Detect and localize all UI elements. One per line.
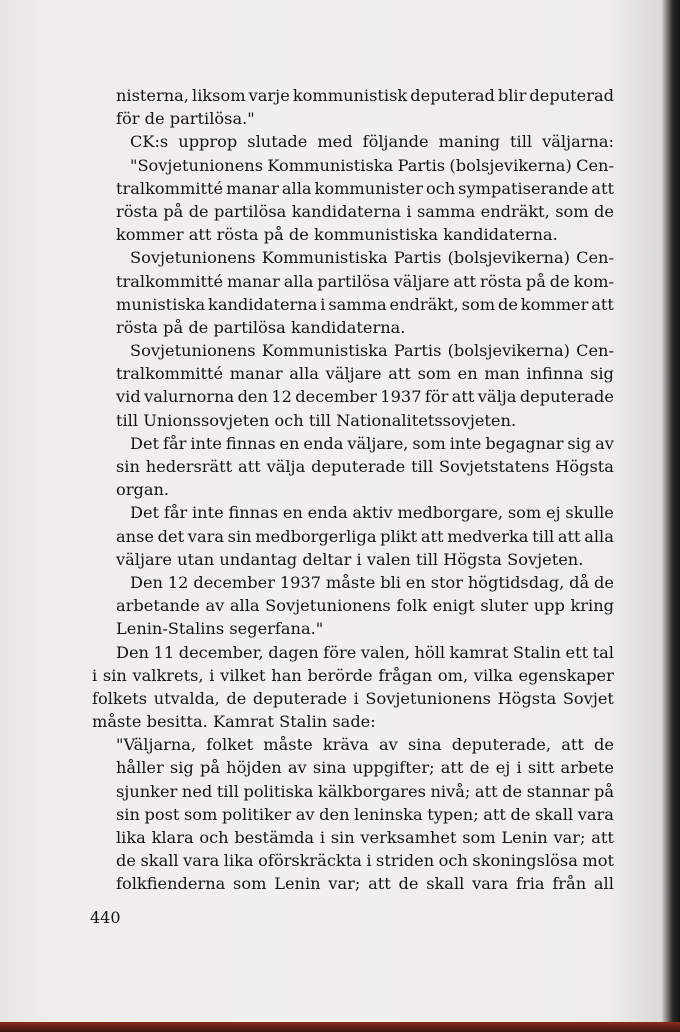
text-line: håller sig på höjden av sina uppgifter; att de ej i sitt arbete [116, 758, 614, 778]
text-line: Den 12 december 1937 måste bli en stor högtidsdag, då de [130, 572, 614, 592]
text-line: tralkommitté manar alla kommunister och sympatiserande att [116, 178, 614, 198]
text-line: tralkommitté manar alla väljare att som en man infinna sig [116, 364, 614, 384]
text-line: sin hedersrätt att välja deputerade till Sovjetstatens Högsta [116, 457, 614, 476]
text-line: vid valurnorna den 12 december 1937 för att välja deputerade [116, 387, 614, 407]
text-line: rösta på de partilösa kandidaterna. [116, 317, 406, 337]
text-line: rösta på de partilösa kandidaterna i samma endräkt, som de [116, 201, 614, 221]
text-line: sin post som politiker av den leninska typen; att de skall vara [116, 804, 614, 824]
text-line: munistiska kandidaterna i samma endräkt, som de kommer att [116, 294, 614, 314]
text-line: väljare utan undantag deltar i valen till Högsta Sovjeten. [116, 549, 584, 569]
body-text [92, 84, 614, 896]
text-line: lika klara och bestämda i sin verksamhet som Lenin var; att [116, 828, 614, 847]
text-line: organ. [116, 480, 170, 500]
text-line: "Sovjetunionens Kommunistiska Partis (bolsjevikerna) Cen- [130, 155, 614, 175]
text-line: Det får inte finnas en enda väljare, som inte begagnar sig av [130, 433, 614, 453]
text-line: sjunker ned till politiska kälkborgares nivå; att de stannar på [116, 781, 614, 801]
text-line: arbetande av alla Sovjetunionens folk enigt sluter upp kring [116, 596, 614, 616]
text-line: kommer att rösta på de kommunistiska kandidaterna. [116, 225, 558, 245]
text-line: Sovjetunionens Kommunistiska Partis (bolsjevikerna) Cen- [130, 341, 614, 361]
text-line: anse det vara sin medborgerliga plikt att medverka till att alla [116, 526, 614, 546]
text-line: folkets utvalda, de deputerade i Sovjetunionens Högsta Sovjet [92, 688, 614, 708]
text-line: för de partilösa." [116, 109, 255, 129]
text-line: nisterna, liksom varje kommunistisk deputerad blir deputerad [116, 86, 614, 105]
text-line: i sin valkrets, i vilket han berörde frågan om, vilka egenskaper [92, 665, 614, 685]
text-line: "Väljarna, folket måste kräva av sina deputerade, att de [116, 735, 614, 755]
text-line: Det får inte finnas en enda aktiv medborgare, som ej skulle [130, 503, 614, 523]
text-line: folkfienderna som Lenin var; att de skall vara fria från all [116, 874, 614, 894]
book-cover-edge [0, 1022, 680, 1032]
text-line: CK:s upprop slutade med följande maning till väljarna: [130, 132, 614, 152]
page-edge [662, 0, 680, 1032]
text-line: Lenin-Stalins segerfana." [116, 619, 324, 639]
text-line: Den 11 december, dagen före valen, höll kamrat Stalin ett tal [116, 642, 614, 662]
text-line: Sovjetunionens Kommunistiska Partis (bolsjevikerna) Cen- [130, 248, 614, 268]
text-line: de skall vara lika oförskräckta i striden och skoningslösa mot [116, 851, 614, 871]
page-number: 440 [90, 908, 121, 927]
text-line: måste besitta. Kamrat Stalin sade: [92, 712, 376, 732]
text-line: till Unionssovjeten och till Nationalitetssovjeten. [116, 410, 517, 430]
text-line: tralkommitté manar alla partilösa väljare att rösta på de kom- [116, 271, 614, 291]
